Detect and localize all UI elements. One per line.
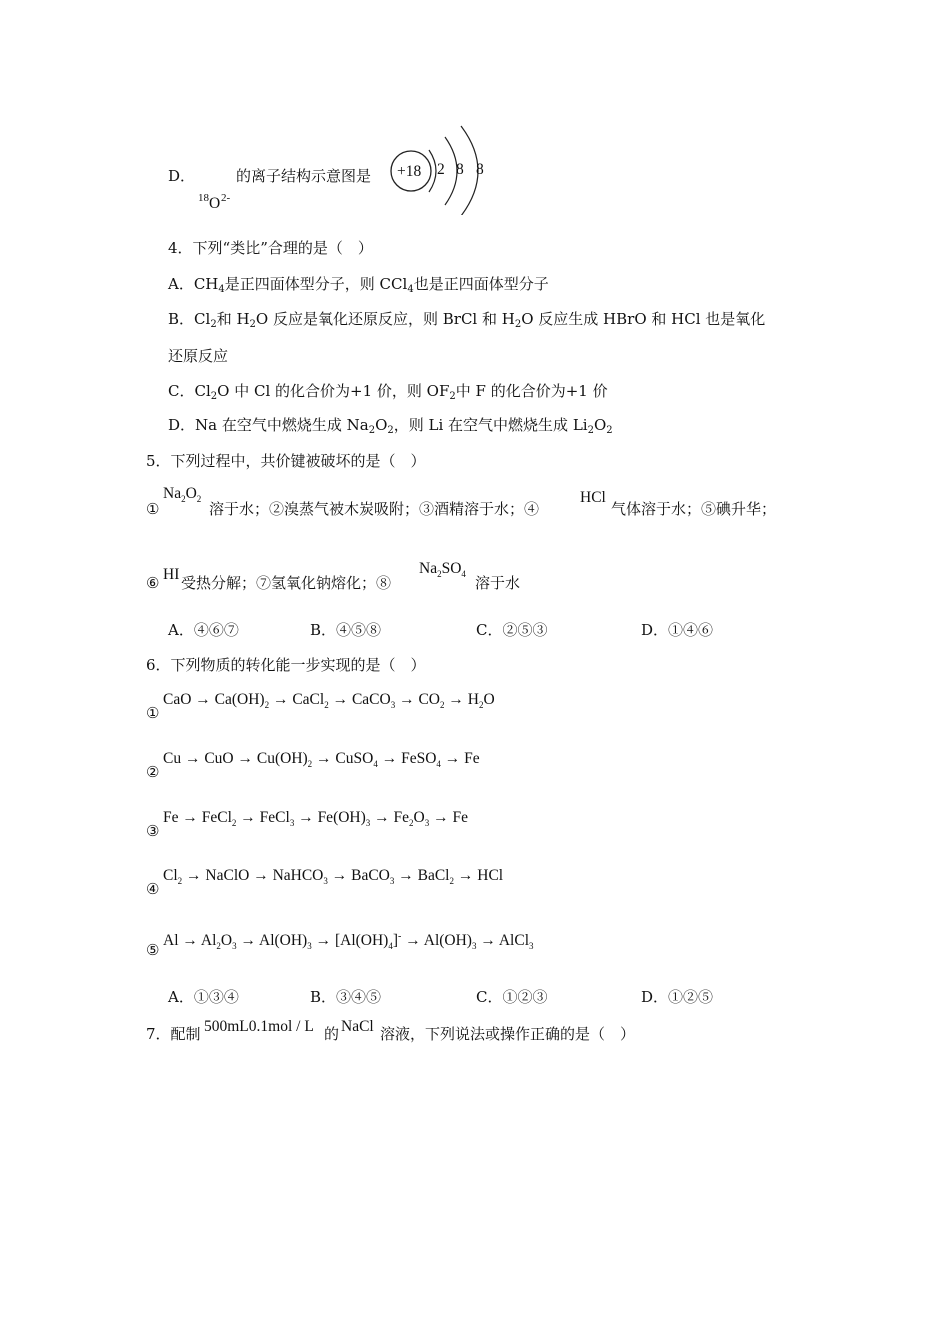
q6-item-1-number: ① [146, 704, 160, 722]
shell-electrons-1: 2 [437, 161, 445, 178]
q5-choice-b[interactable]: B．④⑤⑧ [310, 621, 382, 639]
formula-hcl: HCl [580, 489, 606, 506]
q7-stem-suffix: 溶液，下列说法或操作正确的是（ ） [380, 1025, 636, 1043]
ion-symbol: O [209, 195, 221, 212]
q7-stem-prefix: 7．配制 [146, 1025, 201, 1043]
q7-stem-mid: 的 [324, 1025, 340, 1043]
q5-choice-a[interactable]: A．④⑥⑦ [168, 621, 239, 639]
q6-choice-b[interactable]: B．③④⑤ [310, 988, 382, 1006]
shell-electrons-3: 8 [476, 161, 484, 178]
q6-chain-5: $Al \to Al_2O_3 \to Al(OH)_3 \to [Al(OH)_4]^- \to Al(OH)_3$ → AlCl$_3$ [163, 930, 534, 951]
q6-choice-c[interactable]: C．①②③ [476, 988, 548, 1006]
q5-line2-text-2: 溶于水 [475, 574, 521, 592]
q5-stem: 5．下列过程中，共价键被破坏的是（ ） [146, 452, 426, 470]
q6-stem: 6．下列物质的转化能一步实现的是（ ） [146, 656, 426, 674]
q3-option-d-text: 的离子结构示意图是 [236, 167, 372, 185]
q4-option-d: D．Na 在空气中燃烧生成 $Na_2O_2$，则 Li 在空气中燃烧生成 $Li_2O_2$ [168, 416, 613, 436]
q7-concentration: 500mL0.1mol / L [204, 1018, 314, 1035]
q6-item-4-number: ④ [146, 880, 160, 898]
q4-stem: 4．下列“类比”合理的是（ ） [168, 239, 373, 257]
shell-arc-1 [429, 150, 436, 192]
q5-line1-text: 溶于水；②溴蒸气被木炭吸附；③酒精溶于水；④ [209, 500, 540, 518]
ion-charge: 2- [221, 192, 231, 204]
q5-line1-text-2: 气体溶于水；⑤碘升华； [611, 500, 777, 518]
q5-choice-d[interactable]: D．①④⑥ [641, 621, 714, 639]
q5-item-1-number: ① [146, 500, 160, 518]
formula-na2so4: $Na_2SO_4$ [419, 560, 466, 579]
formula-hi: HI [163, 566, 180, 583]
q5-line2-text: 受热分解；⑦氢氧化钠熔化；⑧ [181, 574, 392, 592]
q4-option-b-continued: 还原反应 [168, 347, 229, 365]
q5-choice-c[interactable]: C．②⑤③ [476, 621, 548, 639]
q4-option-b: B．$Cl_2$和 $H_2O$ 反应是氧化还原反应，则 BrCl 和 $H_2O$ 反应生成 HBrO 和 HCl 也是氧化 [168, 310, 766, 330]
q4-option-a: A．$CH_4$是正四面体型分子，则 CCl$_4$也是正四面体型分子 [168, 275, 549, 295]
q6-choice-d[interactable]: D．①②⑤ [641, 988, 714, 1006]
formula-na2o2: $Na_2O_2$ [163, 485, 202, 504]
q6-chain-3: Fe → FeCl$_2$ → FeCl$_3$ → $Fe(OH)_3 \to Fe_2O_3 \to Fe$ [163, 809, 468, 828]
formula-nacl: NaCl [341, 1018, 374, 1035]
q6-item-3-number: ③ [146, 822, 160, 840]
q3-option-d-label: D． [168, 167, 196, 185]
nucleus-charge: +18 [397, 163, 422, 180]
q6-item-2-number: ② [146, 763, 160, 781]
q6-item-5-number: ⑤ [146, 941, 160, 959]
q4-option-c: C．$Cl_2O$ 中 Cl 的化合价为+1 价，则 $OF_2$中 F 的化合价为+1 价 [168, 382, 608, 402]
q6-chain-1: CaO → $Ca(OH)_2$ → CaCl$_2$ → CaCO$_3$ → $CO_2 \to H_2O$ [163, 691, 495, 710]
q5-item-6-number: ⑥ [146, 574, 160, 592]
q6-chain-4: $Cl_2$ → NaClO → NaHCO$_3$ → BaCO$_3$ → BaCl$_2$ → HCl [163, 867, 504, 886]
shell-electrons-2: 8 [456, 161, 464, 178]
q6-chain-2: Cu → CuO → $Cu(OH)_2$ → CuSO$_4$ → FeSO$_4$ → Fe [163, 750, 480, 769]
q6-choice-a[interactable]: A．①③④ [168, 988, 239, 1006]
ion-mass-number: 18 [198, 192, 209, 204]
